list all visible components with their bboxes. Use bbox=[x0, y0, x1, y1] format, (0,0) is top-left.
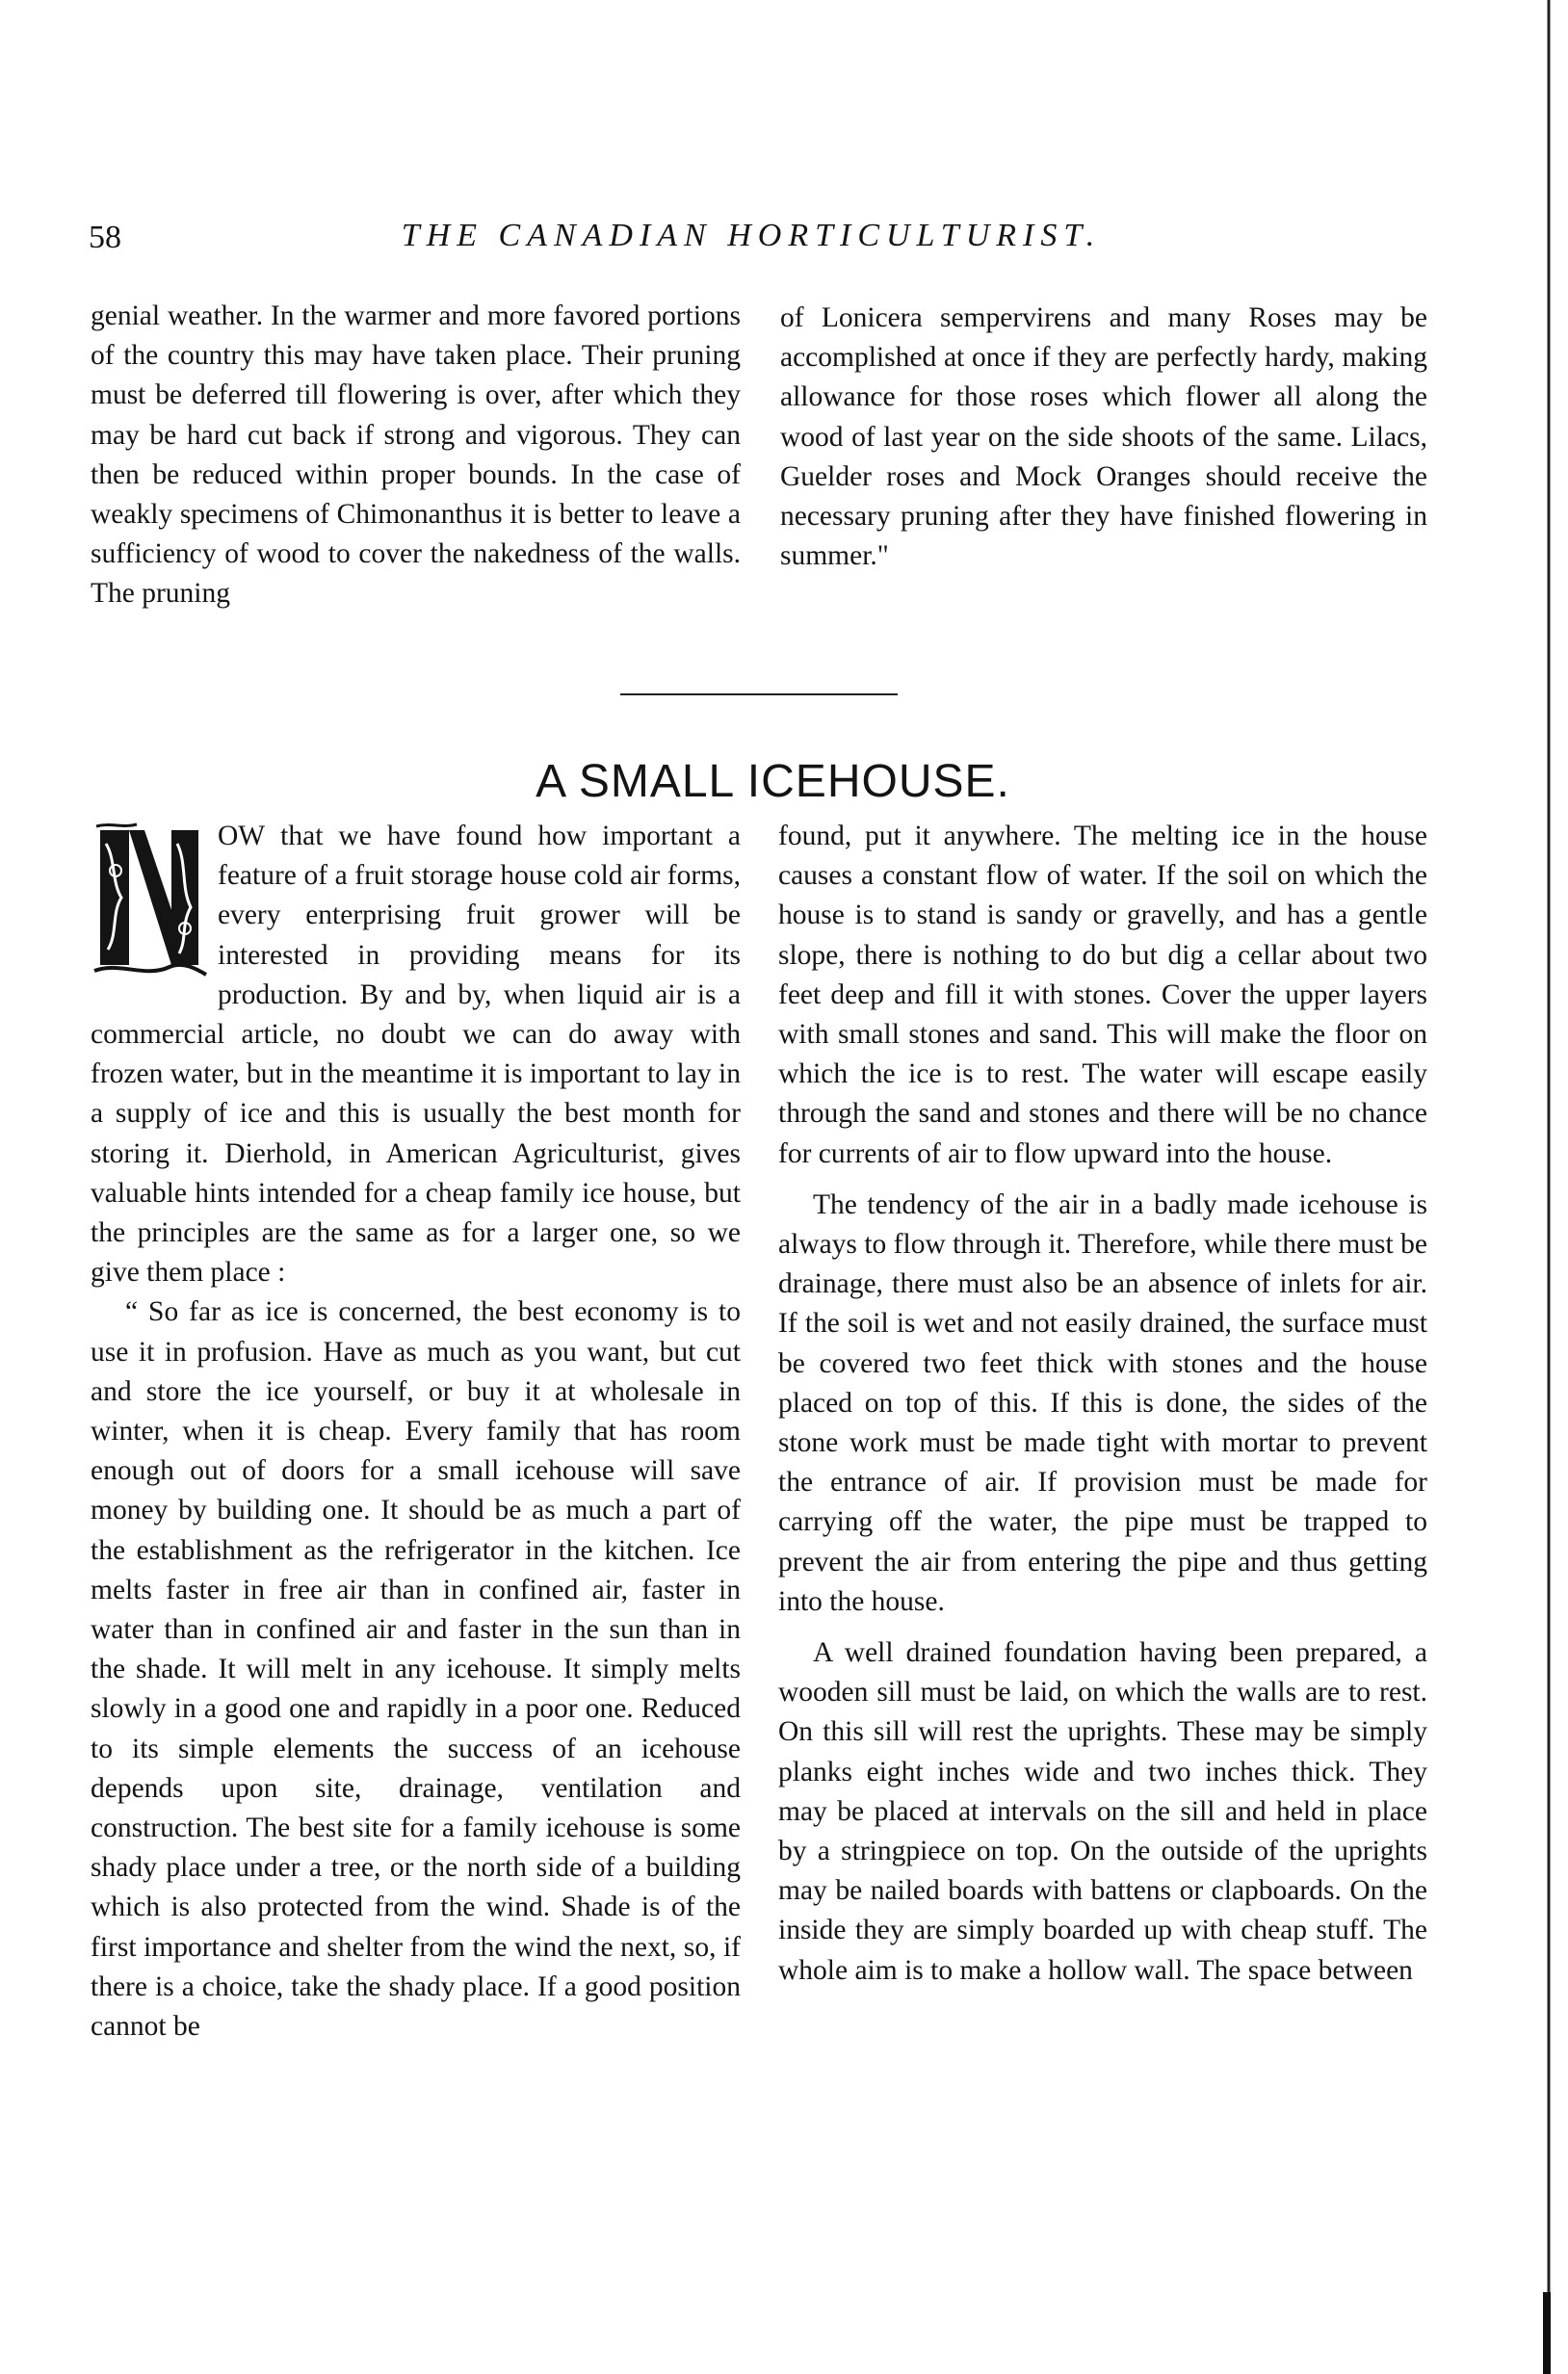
continued-paragraph-right: of Lonicera sempervirens and many Roses may be accomplished at once if they are perfectly hardy, making allowance for those roses which flower all along the wood of last year on the side shoots of the same. Lilacs, Guelder roses and Mock Oranges should receive the necessary pruning after they have finished flowering in summer." bbox=[780, 302, 1427, 572]
continued-paragraph-left: genial weather. In the warmer and more favored portions of the country this may have taken place. Their pruning must be deferred till flowering is over, after which they may be hard cut back if strong and vigorous. They can then be reduced within proper bounds. In the case of weakly specimens of Chimonanthus it is better to leave a sufficiency of wood to cover the nakedness of the walls. The pruning bbox=[91, 300, 741, 610]
article-left-column bbox=[91, 817, 741, 2047]
article-title: A SMALL ICEHOUSE. bbox=[536, 756, 1010, 808]
article-right-column bbox=[778, 817, 1427, 1991]
article-opening-paragraph bbox=[91, 817, 741, 1292]
right-paragraph-2: The tendency of the air in a badly made icehouse is always to flow through it. Therefore, while there must be drainage, there must also be an absence of inlets for air. If the soil is wet and not easily drained, the surface must be covered two feet thick with stones and the house placed on top of this. If this is done, the sides of the stone work must be made tight with mortar to prevent the entrance of air. If provision must be made for carrying off the water, the pipe must be trapped to prevent the air from entering the pipe and thus getting into the house. bbox=[778, 1188, 1427, 1617]
drop-cap-letter bbox=[98, 828, 195, 973]
running-title: THE CANADIAN HORTICULTURIST. bbox=[401, 218, 1102, 253]
quoted-paragraph: “ So far as ice is concerned, the best economy is to use it in profusion. Have as much as you want, but cut and store the ice yourself, or buy it at wholesale in winter, when it is cheap. Every family that has room enough out of doors for a small icehouse will save money by building one. It should be as much a part of the establishment as the refrigerator in the kitchen. Ice melts faster in free air than in confined air, faster in water than in confined air and faster in the sun than in the shade. It will melt in any icehouse. It simply melts slowly in a good one and rapidly in a poor one. Reduced to its simple elements the success of an icehouse depends upon site, drainage, ventilation and construction. The best site for a family icehouse is some shady place under a tree, or the north side of a building which is also protected from the wind. Shade is of the first importance and shelter from the wind the next, so, if there is a choice, take the shady place. If a good position cannot be bbox=[91, 1296, 741, 2043]
page-number: 58 bbox=[89, 220, 121, 255]
opening-paragraph-text: that we have found how important a feature of a fruit storage house cold air forms, every enterprising fruit grower will be interested in providing means for its production. By and by, when liquid air is a commercial article, no doubt we can do away with frozen water, but in the meantime it is important to lay in a supply of ice and this is usually the best month for storing it. Dierhold, in American Agriculturist, gives valuable hints intended for a cheap family ice house, but the principles are the same as for a larger one, so we give them place : bbox=[91, 821, 741, 1289]
opening-smallcaps: OW bbox=[218, 821, 266, 851]
right-paragraph-3: A well drained foundation having been prepared, a wooden sill must be laid, on which the walls are to rest. On this sill will rest the uprights. These may be simply planks eight inches wide and two inches thick. They may be placed at intervals on the sill and held in place by a stringpiece on top. On the outside of the uprights may be nailed boards with battens or clapboards. On the inside they are simply boarded up with cheap stuff. The whole aim is to make a hollow wall. The space between bbox=[778, 1637, 1427, 1986]
continued-text-left-column bbox=[91, 297, 741, 614]
decorative-drop-cap bbox=[91, 821, 210, 980]
section-divider-rule bbox=[620, 693, 898, 695]
continued-text-right-column bbox=[780, 299, 1427, 576]
scan-binding-edge bbox=[1543, 0, 1551, 2374]
right-paragraph-1: found, put it anywhere. The melting ice in the house causes a constant flow of water. If the soil on which the house is to stand is sandy or gravelly, and has a gentle slope, there is nothing to do but dig a cellar about two feet deep and fill it with stones. Cover the upper layers with small stones and sand. This will make the floor on which the ice is to rest. The water will escape easily through the sand and stones and there will be no chance for currents of air to flow upward into the house. bbox=[778, 821, 1427, 1169]
